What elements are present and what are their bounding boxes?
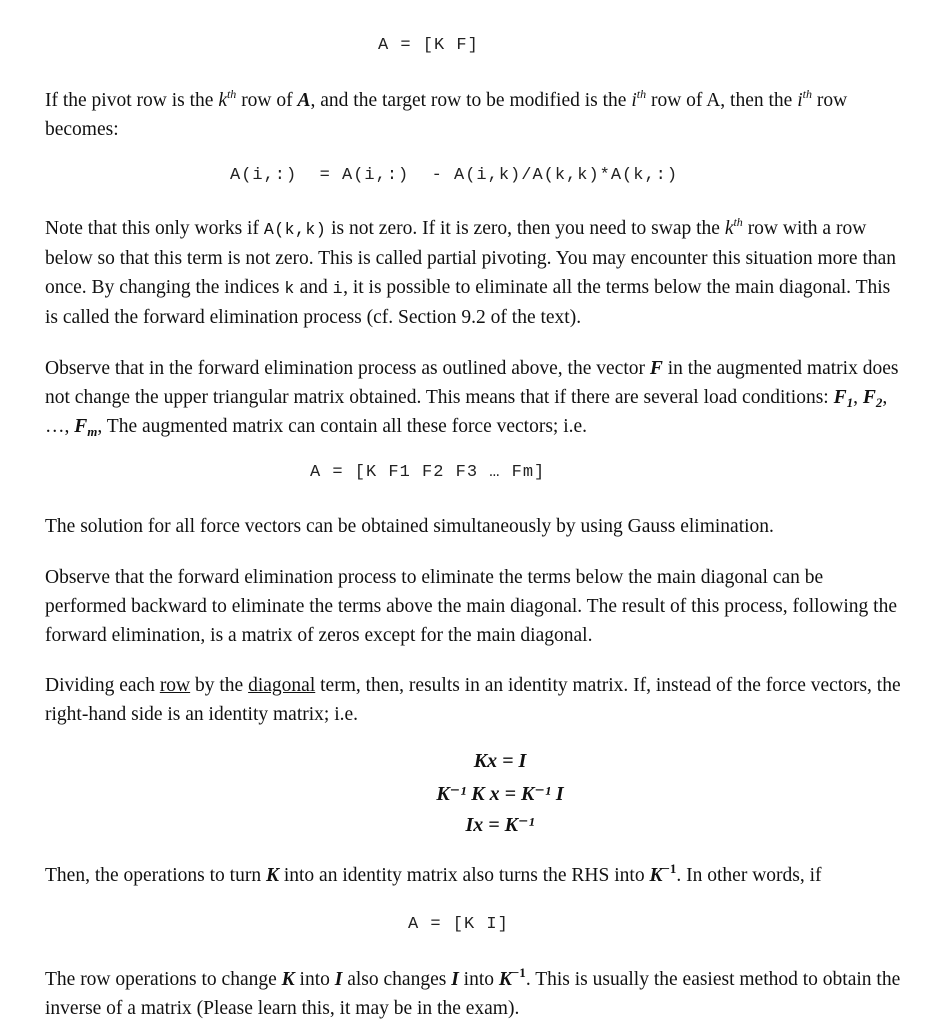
paragraph-solution: The solution for all force vectors can be obtained simultaneously by using Gauss elimination. [45, 516, 774, 537]
equation-block [400, 750, 600, 840]
paragraph-dividing: Dividing each row by the diagonal term, then, results in an identity matrix. If, instead of the force vectors, the right-hand side is an identity matrix; i.e. [45, 675, 901, 725]
paragraph-augmented-matrix: Observe that in the forward elimination process as outlined above, the vector F in the augmented matrix does not change the upper triangular matrix obtained. This means that if there are several load conditions: $F_1$, $F_2$, …, $F_m$, The augmented matrix can contain all these force vectors; i.e. [45, 358, 899, 439]
paragraph-partial-pivoting: Note that this only works if A(k,k) is not zero. If it is zero, then you need to swap the $k^{th}$ row with a row below so that this term is not zero. This is called partial pivoting. You may encounter this situation more than once. By changing the indices k and i, it is possible to eliminate all the terms below the main diagonal. This is called the forward elimination process (cf. Section 9.2 of the text). [45, 215, 897, 328]
equation-line-1: Kx = I [473, 750, 527, 772]
code-a-ki: A = [K I] [408, 915, 509, 934]
paragraph-pivot-row: If the pivot row is the $k^{th}$ row of A, and the target row to be modified is the $i^{th}$ row of A, then the $i^{th}$ row becomes: [45, 87, 848, 140]
paragraph-rhs: Then, the operations to turn K into an identity matrix also turns the RHS into $K^{-1}$. In other words, if [45, 861, 822, 886]
equation-line-3: Ix = K⁻¹ [465, 814, 535, 836]
code-a-multi: A = [K F1 F2 F3 … Fm] [310, 463, 546, 482]
code-row-update: A(i,:) = A(i,:) - A(i,k)/A(k,k)*A(k,:) [230, 166, 679, 185]
equation-line-2: K⁻¹ K x = K⁻¹ I [436, 783, 564, 805]
paragraph-row-operations: The row operations to change K into I also changes I into $K^{-1}$. This is usually the easiest method to obtain the inverse of a matrix (Please learn this, it may be in the exam). [45, 965, 901, 1019]
paragraph-backward: Observe that the forward elimination process to eliminate the terms below the main diagonal can be performed backward to eliminate the terms above the main diagonal. The result of this process, following the forward elimination, is a matrix of zeros except for the main diagonal. [45, 567, 897, 646]
code-a-kf: A = [K F] [378, 36, 479, 55]
